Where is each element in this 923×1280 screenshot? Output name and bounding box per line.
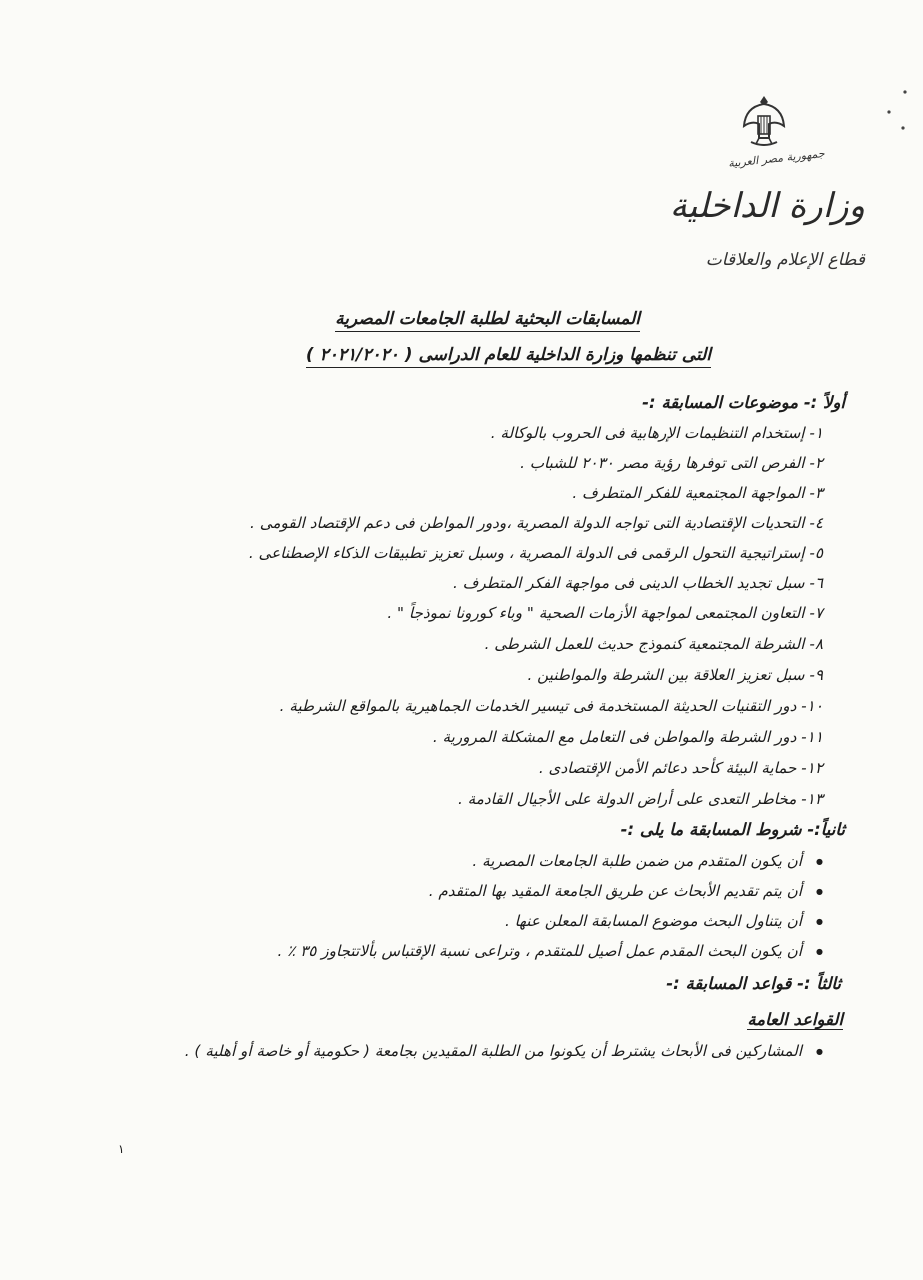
topic-item: ٦- سبل تجديد الخطاب الدينى فى مواجهة الفكر المتطرف . bbox=[452, 574, 823, 592]
topic-item: ٢- الفرص التى توفرها رؤية مصر ٢٠٣٠ للشباب . bbox=[520, 454, 823, 472]
rule-item: ● المشاركين فى الأبحاث يشترط أن يكونوا من الطلبة المقيدين بجامعة ( حكومية أو خاصة أو أهلية ) . bbox=[185, 1044, 823, 1059]
section2-heading: ثانياً:- شروط المسابقة ما يلى :- bbox=[620, 820, 845, 839]
topic-item: ١١- دور الشرطة والمواطن فى التعامل مع المشكلة المرورية . bbox=[432, 728, 823, 746]
topic-item: ٤- التحديات الإقتصادية التى تواجه الدولة المصرية ،ودور المواطن فى دعم الإقتصاد القومى . bbox=[250, 514, 823, 532]
letterhead-republic: جمهورية مصر العربية bbox=[727, 146, 826, 171]
topic-item: ٩- سبل تعزيز العلاقة بين الشرطة والمواطنين . bbox=[527, 666, 823, 684]
page-number: ١ bbox=[118, 1142, 125, 1156]
topic-item: ٨- الشرطة المجتمعية كنموذج حديث للعمل الشرطى . bbox=[484, 635, 823, 653]
topic-item: ٣- المواجهة المجتمعية للفكر المتطرف . bbox=[572, 484, 823, 502]
letterhead-sector: قطاع الإعلام والعلاقات bbox=[705, 250, 865, 270]
section3-subheading: القواعد العامة bbox=[747, 1010, 843, 1029]
condition-item: ● أن يتناول البحث موضوع المسابقة المعلن عنها . bbox=[505, 914, 823, 929]
condition-item: ● أن يكون المتقدم من ضمن طلبة الجامعات المصرية . bbox=[472, 854, 823, 869]
section1-heading: أولاً :- موضوعات المسابقة :- bbox=[642, 393, 845, 412]
doc-title-line2: التى تنظمها وزارة الداخلية للعام الدراسى ( ٢٠٢١/٢٠٢٠ ) bbox=[306, 345, 711, 365]
topic-item: ١٣- مخاطر التعدى على أراض الدولة على الأجيال القادمة . bbox=[457, 790, 823, 808]
section3-heading: ثالثاً :- قواعد المسابقة :- bbox=[666, 974, 841, 993]
topic-item: ٥- إستراتيجية التحول الرقمى فى الدولة المصرية ، وسبل تعزيز تطبيقات الذكاء الإصطناعى . bbox=[248, 544, 823, 562]
doc-title-line1: المسابقات البحثية لطلبة الجامعات المصرية bbox=[335, 309, 640, 329]
eagle-emblem-icon bbox=[741, 92, 787, 152]
topic-item: ١٠- دور التقنيات الحديثة المستخدمة فى تيسير الخدمات الجماهيرية بالمواقع الشرطية . bbox=[279, 697, 823, 715]
letterhead bbox=[625, 92, 865, 282]
letterhead-ministry: وزارة الداخلية bbox=[669, 186, 865, 226]
condition-item: ● أن يتم تقديم الأبحاث عن طريق الجامعة المقيد بها المتقدم . bbox=[429, 884, 823, 899]
condition-item: ● أن يكون البحث المقدم عمل أصيل للمتقدم ، وتراعى نسبة الإقتباس بألاتتجاوز ٣٥ ٪ . bbox=[277, 944, 823, 959]
topic-item: ١٢- حماية البيئة كأحد دعائم الأمن الإقتصادى . bbox=[538, 759, 823, 777]
topic-item: ١- إستخدام التنظيمات الإرهابية فى الحروب بالوكالة . bbox=[490, 424, 823, 442]
topic-item: ٧- التعاون المجتمعى لمواجهة الأزمات الصحية " وباء كورونا نموذجاً " . bbox=[387, 604, 823, 622]
scan-marks bbox=[881, 88, 911, 132]
